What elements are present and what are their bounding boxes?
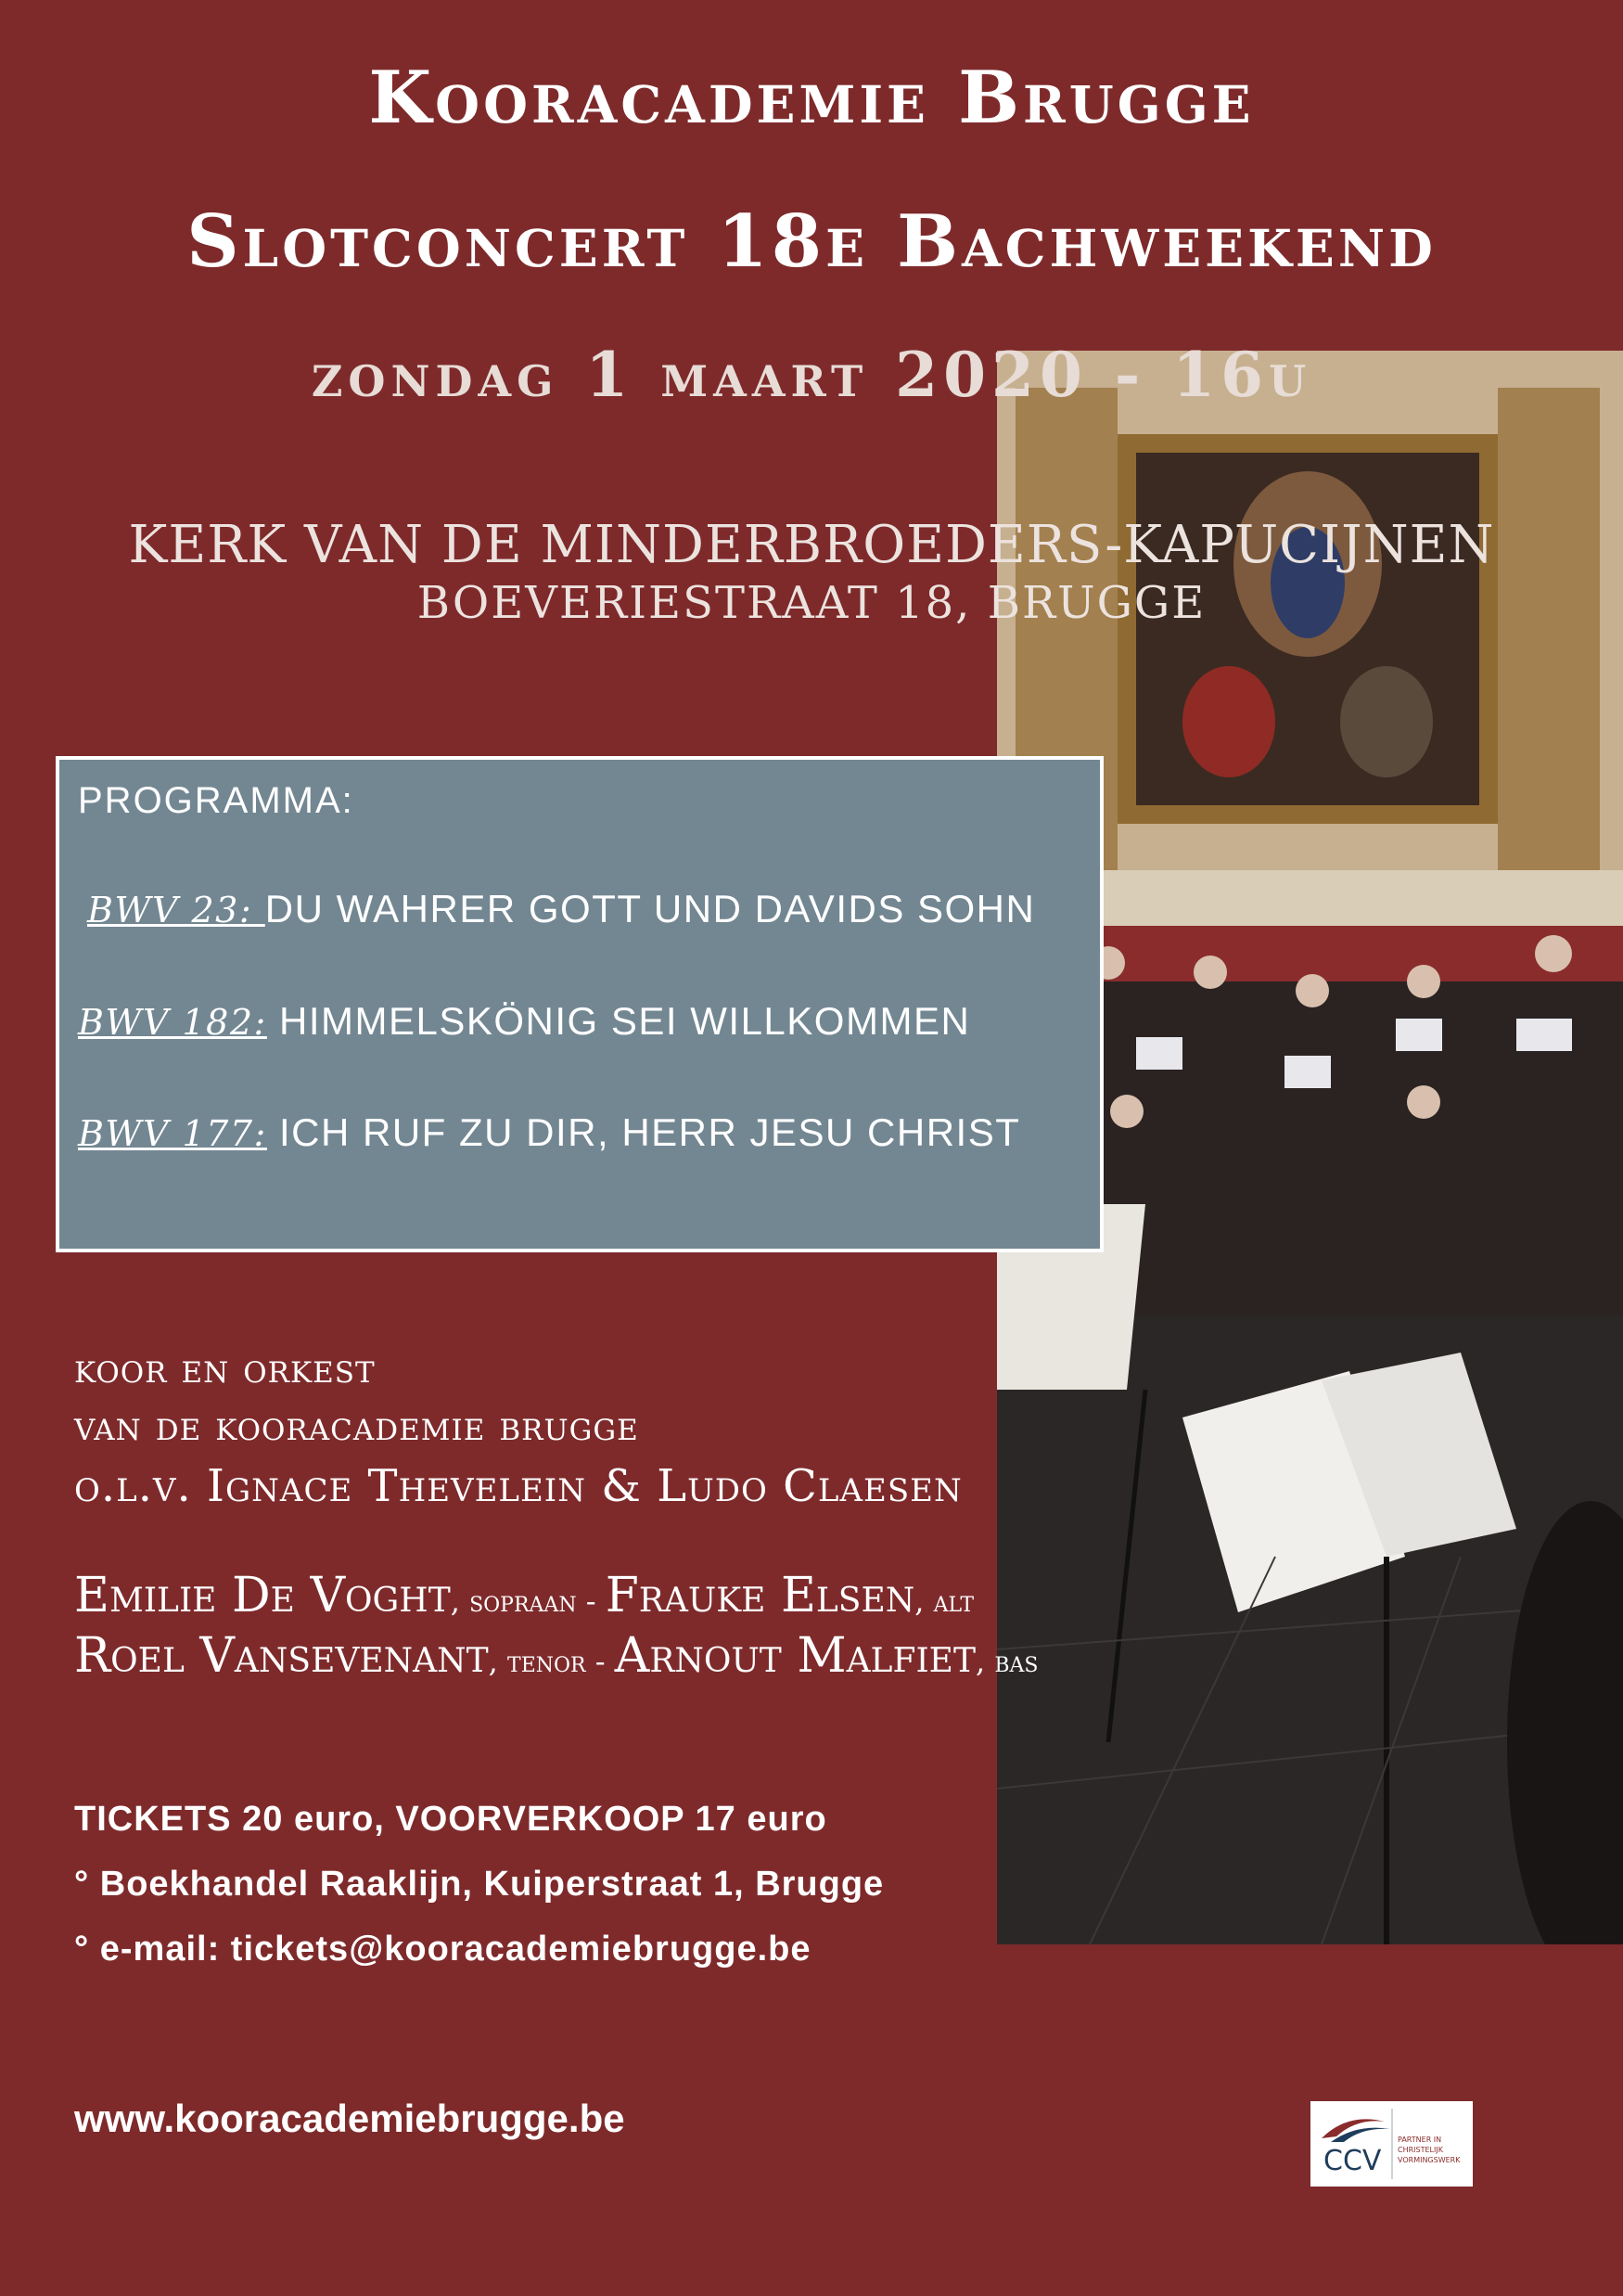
- programma-item: [78, 999, 970, 1044]
- bwv-number: BWV 23:: [87, 890, 265, 930]
- soloist-role: , sopraan -: [450, 1584, 606, 1619]
- soloists-line: [74, 1568, 974, 1623]
- ticket-price: TICKETS 20 euro, VOORVERKOOP 17 euro: [74, 1800, 827, 1839]
- soloists-line: [74, 1628, 1038, 1684]
- venue-address: BOEVERIESTRAAT 18, BRUGGE: [416, 577, 1207, 629]
- ensemble-line: van de kooracademie brugge: [74, 1403, 639, 1450]
- cantata-title: ICH RUF ZU DIR, HERR JESU CHRIST: [266, 1110, 1021, 1154]
- poster-title: Kooracademie Brugge: [368, 56, 1255, 140]
- ccv-logo-text: CCV: [1323, 2145, 1382, 2177]
- ccv-tagline: CHRISTELIJK: [1398, 2146, 1443, 2154]
- concert-date: zondag 1 maart 2020 - 16u: [311, 339, 1312, 411]
- soloist-role: , alt: [914, 1584, 974, 1619]
- ccv-tagline: PARTNER IN: [1398, 2136, 1442, 2144]
- soloist-name: Arnout Malfiet: [614, 1628, 976, 1684]
- soloist-name: Roel Vansevenant: [74, 1628, 489, 1684]
- ticket-email[interactable]: ° e-mail: tickets@kooracademiebrugge.be: [74, 1930, 812, 1969]
- cantata-title: DU WAHRER GOTT UND DAVIDS SOHN: [264, 887, 1036, 930]
- conductors: o.l.v. Ignace Thevelein & Ludo Claesen: [74, 1460, 963, 1512]
- bwv-number: BWV 182:: [78, 1002, 267, 1043]
- cantata-title: HIMMELSKÖNIG SEI WILLKOMMEN: [266, 999, 971, 1043]
- soloist-role: , bas: [975, 1644, 1039, 1679]
- ensemble-line: koor en orkest: [74, 1345, 376, 1392]
- programma-heading: PROGRAMMA:: [78, 780, 354, 821]
- concert-subtitle: Slotconcert 18e Bachweekend: [186, 199, 1437, 284]
- programma-item: [78, 1110, 1020, 1155]
- soloist-name: Frauke Elsen: [605, 1568, 915, 1623]
- programma-item: [87, 887, 1035, 931]
- soloist-role: , tenor -: [488, 1644, 615, 1679]
- website-link[interactable]: www.kooracademiebrugge.be: [74, 2097, 625, 2140]
- soloist-name: Emilie De Voght: [74, 1568, 451, 1623]
- bwv-number: BWV 177:: [78, 1113, 267, 1154]
- ticket-shop: ° Boekhandel Raaklijn, Kuiperstraat 1, Brugge: [74, 1865, 885, 1904]
- ccv-logo: [1310, 2101, 1473, 2187]
- programma-box: [56, 756, 1104, 1252]
- venue-name: KERK VAN DE MINDERBROEDERS-KAPUCIJNEN: [128, 515, 1495, 575]
- ccv-tagline: VORMINGSWERK: [1398, 2156, 1461, 2164]
